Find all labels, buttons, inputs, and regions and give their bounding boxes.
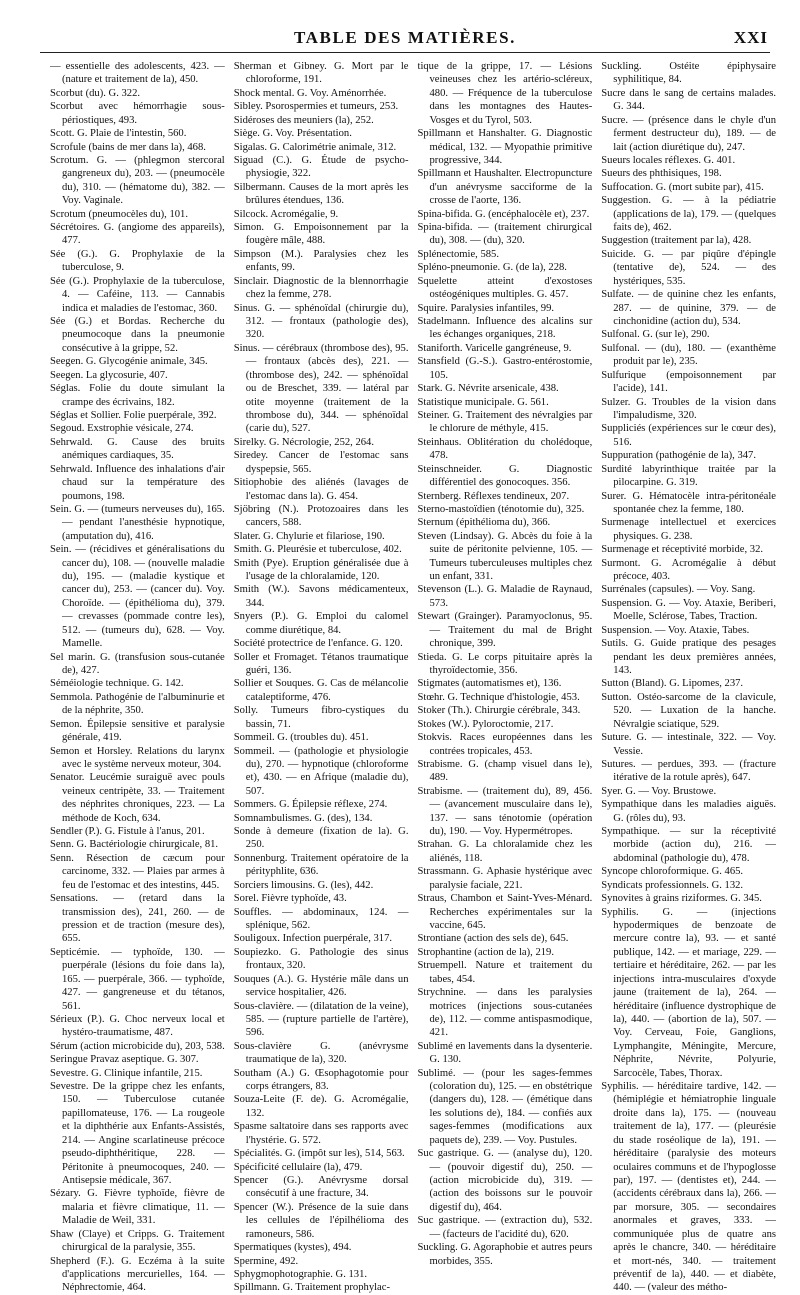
index-entry: Sidéroses des meuniers (la), 252.	[233, 114, 374, 126]
index-entry: Surdité labyrinthique traitée par la pilocarpine. G. 319.	[601, 463, 776, 489]
index-entry: Scrofule (bains de mer dans la), 468.	[50, 141, 206, 153]
index-entry: Stevenson (L.). G. Maladie de Raynaud, 573.	[417, 584, 593, 609]
index-entry: Shock mental. G. Voy. Aménorrhée.	[233, 87, 387, 99]
index-entry: Simpson (M.). Paralysies chez les enfants, 99.	[233, 248, 409, 274]
index-entry: Sigalas. G. Calorimétrie animale, 312.	[233, 141, 397, 153]
page-number: XXI	[733, 28, 768, 47]
index-entry: Suggestion. G. — à la pédiatrie (applications de la), 179. — (quelques faits de), 462.	[601, 195, 776, 234]
index-entry: Surmenage et réceptivité morbide, 32.	[601, 544, 764, 556]
index-entry: Sirelky. G. Nécrologie, 252, 264.	[233, 436, 374, 448]
index-entry: Stokvis. Races européennes dans les contrées tropicales, 453.	[417, 732, 593, 757]
index-entry: Surrénales (capsules). — Voy. Sang.	[601, 584, 756, 596]
index-entry: Stansfield (G.-S.). Gastro-entérostomie, 105.	[417, 356, 593, 381]
index-entry: Stadelmann. Influence des alcalins sur les échanges organiques, 218.	[417, 316, 593, 341]
index-entry: Scrotum (pneumocèles du), 101.	[50, 208, 188, 220]
index-entry: Sutton. Ostéo-sarcome de la clavicule, 520. — Luxation de la hanche. Névralgie sciatique, 529.	[601, 691, 776, 730]
index-entry: Spillmann et Haushalter. Electropuncture d'un anévrysme sacciforme de la crosse de l'aorte, 136.	[417, 168, 593, 207]
index-entry: Sulzer. G. Troubles de la vision dans l'impaludisme, 320.	[601, 396, 776, 421]
index-entry: Sinus. — cérébraux (thrombose des), 95. — frontaux (abcès des), 221. — (thrombose des), 242. — sphénoïdal ou de Breschet, 339. — latéral par otite moyenne (traitement de la thrombose du), 344. — sphénoïdal (carie du), 527.	[233, 342, 409, 435]
index-entry: Smith (W.). Savons médicamenteux, 344.	[233, 584, 409, 609]
index-entry: Suckling. Ostéite épiphysaire syphilitique, 84.	[601, 61, 776, 86]
index-entry: Straus, Chambon et Saint-Yves-Ménard. Recherches expérimentales sur la vaccine, 645.	[417, 893, 593, 931]
index-entry: Senator. Leucémie suraiguë avec pouls veineux centripète, 33. — Traitement des néphrites chroniques, 223. — La méthode de Koch, 634.	[50, 772, 225, 824]
index-entry: Sorel. Fièvre typhoïde, 43.	[233, 893, 347, 905]
index-entry: Sibley. Psorospermies et tumeurs, 253.	[233, 101, 399, 113]
index-entry: Sympathique. — sur la réceptivité morbide (action du), 216. — abdominal (pathologie du), 478.	[601, 826, 776, 864]
index-entry: Smith (Pye). Eruption généralisée due à l'usage de la chloralamide, 120.	[233, 557, 409, 583]
index-entry: Sée (G.). G. Prophylaxie de la tuberculose, 9.	[50, 248, 225, 274]
entry-list	[601, 60, 776, 1295]
index-entry: Sucre dans le sang de certains malades. G. 344.	[601, 87, 776, 113]
index-entry: Surer. G. Hématocèle intra-péritonéale spontanée chez la femme, 180.	[601, 490, 776, 515]
index-entry: Silbermann. Causes de la mort après les brûlures étendues, 136.	[233, 181, 409, 207]
index-entry: Spléno-pneumonie. G. (de la), 228.	[417, 262, 567, 274]
index-column-1	[50, 60, 225, 1294]
index-entry: Strassmann. G. Aphasie hystérique avec paralysie faciale, 221.	[417, 866, 593, 891]
index-entry: Steiner. G. Traitement des névralgies par le chlorure de méthyle, 415.	[417, 409, 593, 435]
index-entry: Somnambulismes. G. (des), 134.	[233, 812, 373, 824]
index-entry: Sehrwald. Influence des inhalations d'air chaud sur la température des poumons, 198.	[50, 463, 225, 502]
index-entry: Sternum (épithélioma du), 366.	[417, 517, 551, 529]
index-entry: Sel marin. G. (transfusion sous-cutanée de), 427.	[50, 651, 225, 676]
index-entry: Sommeil. G. (troubles du). 451.	[233, 732, 369, 744]
index-entry: Sensations. — (retard dans la transmission des), 241, 260. — de pression et de traction (mesure des), 655.	[50, 893, 225, 945]
index-entry: Spina-bifida. G. (encéphalocèle et), 237.	[417, 208, 590, 220]
index-entry: Souques (A.). G. Hystérie mâle dans un service hospitalier, 426.	[233, 973, 409, 999]
index-entry: Sérum (action microbicide du), 203, 538.	[50, 1040, 225, 1052]
index-entry: Senn. Résection de cæcum pour carcinome, 332. — Plaies par armes à feu de l'estomac et des intestins, 445.	[50, 852, 225, 891]
index-entry: Stieda. G. Le corps pituitaire après la thyroïdectomie, 356.	[417, 651, 593, 676]
index-entry: Silcock. Acromégalie, 9.	[233, 208, 339, 220]
index-entry: Sous-clavière G. (anévrysme traumatique de la), 320.	[233, 1040, 409, 1066]
page-header	[40, 22, 770, 53]
index-entry: Strontiane (action des sels de), 645.	[417, 933, 569, 945]
index-entry: Splénectomie, 585.	[417, 248, 499, 260]
index-entry: Sehrwald. G. Cause des bruits anémiques cardiaques, 35.	[50, 436, 225, 462]
index-entry: Slater. G. Chylurie et filariose, 190.	[233, 530, 385, 542]
index-entry: Suspension. — Voy. Ataxie, Tabes.	[601, 624, 750, 636]
index-entry: Spencer (W.). Présence de la suie dans les cellules de l'épilhélioma des ramoneurs, 586.	[233, 1201, 409, 1240]
index-entry: Sein. G. — (tumeurs nerveuses du), 165. — pendant l'anesthésie hypnotique, (amputation du), 416.	[50, 503, 225, 542]
index-entry: Suicide. G. — par piqûre d'épingle (tentative de), 524. — des hystériques, 535.	[601, 248, 776, 287]
index-entry: Souffles. — abdominaux, 124. — splénique, 562.	[233, 906, 409, 931]
index-entry: Semmola. Pathogénie de l'albuminurie et de la néphrite, 350.	[50, 691, 225, 717]
index-entry: Sphygmophotographie. G. 131.	[233, 1268, 368, 1280]
index-entry: Sueurs locales réflexes. G. 401.	[601, 154, 736, 166]
index-entry: Syer. G. — Voy. Brustowe.	[601, 785, 717, 797]
index-columns	[50, 60, 776, 1294]
index-entry: Spencer (G.). Anévrysme dorsal consécutif à une fracture, 34.	[233, 1175, 409, 1200]
index-entry: Sommers. G. Épilepsie réflexe, 274.	[233, 799, 388, 811]
entry-list	[418, 60, 593, 1268]
index-entry: Surmenage intellectuel et exercices physiques. G. 238.	[601, 517, 776, 542]
index-entry: Stœhr. G. Technique d'histologie, 453.	[417, 691, 580, 703]
index-entry: Séglas et Sollier. Folie puerpérale, 392.	[50, 409, 217, 421]
index-entry: Sjöbring (N.). Protozoaires dans les cancers, 588.	[233, 503, 409, 529]
index-entry: Siège. G. Voy. Présentation.	[233, 128, 352, 140]
index-entry: Suture. G. — intestinale, 322. — Voy. Vessie.	[601, 732, 776, 757]
index-entry: Sendler (P.). G. Fistule à l'anus, 201.	[50, 826, 205, 838]
index-entry: Sézary. G. Fièvre typhoïde, fièvre de malaria et fièvre climatique, 11. — Maladie de Weil, 331.	[50, 1188, 225, 1227]
index-entry: Stigmates (automatismes et), 136.	[417, 678, 562, 690]
index-entry: Souligoux. Infection puerpérale, 317.	[233, 933, 393, 945]
index-entry: Sevestre. G. Clinique infantile, 215.	[50, 1067, 203, 1079]
index-entry: Stokes (W.). Pyloroctomie, 217.	[417, 718, 554, 730]
index-entry: Soller et Fromaget. Tétanos traumatique guéri, 136.	[233, 651, 409, 676]
index-entry: Sulfurique (empoisonnement par l'acide), 141.	[601, 369, 776, 395]
index-entry: Suppuration (pathogénie de la), 347.	[601, 450, 756, 462]
index-entry: Sorciers limousins. G. (les), 442.	[233, 879, 374, 891]
index-entry: Semon et Horsley. Relations du larynx avec le système nerveux moteur, 304.	[50, 745, 225, 770]
index-entry: Sonnenburg. Traitement opératoire de la pérityphlite, 636.	[233, 852, 409, 878]
index-entry: Spasme saltatoire dans ses rapports avec l'hystérie. G. 572.	[233, 1121, 409, 1146]
index-entry: Scorbut (du). G. 322.	[50, 87, 141, 99]
index-entry: Strabisme. — (traitement du), 89, 456. — (avancement musculaire dans le), 137. — sans ténotomie (opération du), 190. — Voy. Hypermétropes.	[417, 785, 593, 838]
index-entry: Seegen. G. Glycogénie animale, 345.	[50, 356, 208, 368]
index-entry: Soupiezko. G. Pathologie des sinus frontaux, 320.	[233, 946, 409, 972]
index-entry: Simon. G. Empoisonnement par la fougère mâle, 488.	[233, 222, 409, 247]
index-entry: Sucre. — (présence dans le chyle d'un ferment destructeur du), 189. — de lait (action diurétique du), 247.	[601, 114, 776, 153]
index-entry: Stark. G. Névrite arsenicale, 438.	[417, 383, 559, 395]
index-entry: Suckling. G. Agoraphobie et autres peurs morbides, 355.	[417, 1242, 593, 1267]
index-entry: Sulfonal. G. (sur le), 290.	[601, 329, 710, 341]
index-entry: Steinhaus. Oblitération du cholédoque, 478.	[417, 436, 593, 462]
index-entry: Sollier et Souques. G. Cas de mélancolie cataleptiforme, 476.	[233, 678, 409, 703]
index-entry: Shepherd (F.). G. Eczéma à la suite d'applications mercurielles, 164. — Néphrectomie, 464.	[50, 1255, 225, 1294]
index-entry: Syndicats professionnels. G. 132.	[601, 879, 744, 891]
index-entry: Staniforth. Varicelle gangréneuse, 9.	[417, 342, 572, 354]
index-entry: Strabisme. G. (champ visuel dans le), 489.	[417, 758, 593, 784]
index-entry: Sinus. G. — sphénoïdal (chirurgie du), 312. — frontaux (pathologie des), 320.	[233, 302, 409, 341]
index-entry: Suggestion (traitement par la), 428.	[601, 235, 752, 247]
index-column-2	[233, 60, 409, 1294]
index-entry: Sulfonal. — (du), 180. — (exanthème produit par le), 235.	[601, 342, 776, 368]
index-column-4	[601, 60, 776, 1294]
index-entry: Scrotum. G. — (phlegmon stercoral gangreneux du), 203. — (pneumocèle du), 310. — (hématome du), 382. — Voy. Vaginale.	[50, 154, 225, 207]
index-entry: Statistique municipale. G. 561.	[417, 396, 549, 408]
index-entry: Sherman et Gibney. G. Mort par le chloroforme, 191.	[233, 61, 409, 86]
index-entry: Sulfate. — de quinine chez les enfants, 287. — de quinine, 379. — de cinchonidine (action du), 534.	[601, 289, 776, 328]
index-entry: Syncope chloroformique. G. 465.	[601, 866, 744, 878]
index-entry: Spina-bifida. — (traitement chirurgical du), 308. — (du), 320.	[417, 222, 593, 247]
index-entry: Sutils. G. Guide pratique des pesages pendant les deux premières années, 143.	[601, 638, 776, 676]
index-entry: Senn. G. Bactériologie chirurgicale, 81.	[50, 839, 219, 851]
index-entry: Seringue Pravaz aseptique. G. 307.	[50, 1054, 199, 1066]
index-entry: Syphilis. — héréditaire tardive, 142. — (hémiplégie et hémiatrophie linguale droite dans la), 175. — (nouveau traitement de la), 177. — (pleurésie du stade roséolique de la), 191. — héréditaire (paralysie des moteurs oculaires communs et de l'hypoglosse par), 197. — (dentistes et), 244. — (accidents cérébraux dans la), 266. — par morsure, 305. — secondaires anormales et graves, 333. — communiquée plus de quatre ans après le chancre, 340. — héréditaire et mort-nés, 340. — traitement préventif de la), 440. — et diabète, 440. — (valeur des métho-	[601, 1081, 776, 1294]
index-entry: Suc gastrique. G. — (analyse du), 120. — (pouvoir digestif du), 250. — (action microbicide du), 319. — (action des boissons sur le pouvoir digestif du), 464.	[417, 1148, 593, 1213]
index-entry: Sutton (Bland). G. Lipomes, 237.	[601, 678, 744, 690]
index-entry: Septicémie. — typhoïde, 130. — puerpérale (lésions du foie dans la), 165. — puerpérale, 366. — typhoïde, 427. — gangreneuse et du tétanos, 561.	[50, 946, 225, 1012]
entry-list	[234, 60, 409, 1295]
index-entry: Struempell. Nature et traitement du tabes, 454.	[417, 960, 593, 985]
index-entry: Sinclair. Diagnostic de la blennorrhagie chez la femme, 278.	[233, 275, 409, 301]
index-entry: Spillmann. G. Traitement prophylac-	[233, 1282, 390, 1294]
index-entry: Séglas. Folie du doute simulant la crampe des écrivains, 182.	[50, 383, 225, 408]
index-entry: Spécificité cellulaire (la), 479.	[233, 1161, 363, 1173]
index-entry: Steinschneider. G. Diagnostic différentiel des gonocoques. 356.	[417, 463, 593, 489]
index-entry: Spermatiques (kystes), 494.	[233, 1242, 352, 1254]
index-entry: Southam (A.) G. Œsophagotomie pour corps étrangers, 83.	[233, 1067, 409, 1093]
index-entry: Suc gastrique. — (extraction du), 532. — (facteurs de l'acidité du), 620.	[417, 1215, 593, 1240]
index-entry: Stewart (Grainger). Paramyoclonus, 95. — Traitement du mal de Bright chronique, 399.	[417, 611, 593, 650]
index-entry: Snyers (P.). G. Emploi du calomel comme diurétique, 84.	[233, 611, 409, 636]
index-entry: Squelette atteint d'exostoses ostéogéniques multiples. G. 457.	[417, 275, 593, 301]
index-entry: Steven (Lindsay). G. Abcès du foie à la suite de péritonite pelvienne, 105. — Tumeurs tuberculeuses multiples chez un enfant, 331.	[417, 530, 593, 583]
index-entry: Sécrétoires. G. (angiome des appareils), 477.	[50, 222, 225, 247]
index-entry: — essentielle des adolescents, 423. — (nature et traitement de la), 450.	[50, 61, 225, 86]
index-entry: Suffocation. G. (mort subite par), 415.	[601, 181, 764, 193]
index-entry: Sueurs des phthisiques, 198.	[601, 168, 722, 180]
index-entry: Strophantine (action de la), 219.	[417, 946, 555, 958]
index-column-3	[417, 60, 593, 1267]
index-entry: Siguad (C.). G. Étude de psycho-physiogie, 322.	[233, 154, 409, 180]
index-entry: Squire. Paralysies infantiles, 99.	[417, 302, 555, 314]
index-entry: Sitiophobie des aliénés (lavages de l'estomac dans la). G. 454.	[233, 477, 409, 502]
index-entry: Stoker (Th.). Chirurgie cérébrale, 343.	[417, 705, 581, 717]
index-entry: Suppliciés (expériences sur le cœur des), 516.	[601, 423, 776, 448]
index-entry: Sein. — (récidives et généralisations du cancer du), 108. — (nouvelle maladie du), 195. — (maladie kystique et cancer du), 253. — (cancer du). Voy. Choroïde. — (épithélioma du), 379. — crevasses (pommade contre les), 512. — (tumeurs du), 628. — Voy. Mamelle.	[50, 544, 225, 650]
index-entry: Sous-clavière. — (dilatation de la veine), 585. — (rupture partielle de l'artère), 596.	[233, 1000, 409, 1039]
index-entry: Solly. Tumeurs fibro-cystiques du bassin, 71.	[233, 705, 409, 730]
index-entry: Siredey. Cancer de l'estomac sans dyspepsie, 565.	[233, 450, 409, 475]
index-entry: Scorbut avec hémorrhagie sous-périostiques, 493.	[50, 101, 225, 126]
index-entry: Société protectrice de l'enfance. G. 120.	[233, 638, 403, 650]
index-entry: Sée (G.). Prophylaxie de la tuberculose, 4. — Caféine, 113. — Cannabis indica et maladies de l'estomac, 360.	[50, 275, 225, 314]
index-entry: Spermine, 492.	[233, 1255, 299, 1267]
entry-list	[50, 60, 225, 1295]
index-entry: Sublimé. — (pour les sages-femmes (coloration du), 125. — en obstétrique (dangers du), 128. — (émétique dans les solutions de), 184. — confiés aux sages-femmes (modifications aux paquets de), 239. — Voy. Pustules.	[417, 1067, 593, 1146]
index-entry: Strahan. G. La chloralamide chez les aliénés, 118.	[417, 839, 593, 864]
index-entry: Suspension. G. — Voy. Ataxie, Beriberi, Moelle, Sclérose, Tabes, Traction.	[601, 597, 776, 623]
index-entry: Seegen. La glycosurie, 407.	[50, 369, 168, 381]
index-entry: Sommeil. — (pathologie et physiologie du), 270. — hypnotique (chloroforme et), 430. — en Afrique (maladie du), 507.	[233, 745, 409, 797]
index-entry: Segoud. Exstrophie vésicale, 274.	[50, 423, 194, 435]
index-entry: Surmont. G. Acromégalie à début précoce, 403.	[601, 557, 776, 583]
page-title: TABLE DES MATIÈRES.	[293, 28, 516, 47]
index-entry: tique de la grippe, 17. — Lésions veineuses chez les artério-scléreux, 480. — Fréquence de la tuberculose dans les montagnes des Hautes-Vosges et du Tyrol, 503.	[417, 61, 593, 126]
index-entry: Souza-Leite (F. de). G. Acromégalie, 132.	[233, 1094, 409, 1119]
index-entry: Sternberg. Réflexes tendineux, 207.	[417, 490, 570, 502]
index-entry: Sterno-mastoïdien (ténotomie du), 325.	[417, 503, 585, 515]
index-entry: Shaw (Claye) et Cripps. G. Traitement chirurgical de la paralysie, 355.	[50, 1228, 225, 1254]
index-entry: Sérieux (P.). G. Choc nerveux local et hystéro-traumatisme, 487.	[50, 1013, 225, 1039]
index-entry: Syphilis. G. — (injections hypodermiques de benzoate de mercure contre la), 93. — et santé publique, 142. — et mariage, 229. — tertiaire et héréditaire, 262. — par les injections intra-musculaires d'oxyde jaune (traitement de la), 264. — héréditaire (influence dystrophique de la), 440. — (abortion de la), 507. — Voy. Cerveau, Foie, Ganglions, Lymphangite, Méningite, Mercure, Néphrite, Névrite, Polyurie, Sarcocèle, Tabes, Thorax.	[601, 906, 776, 1079]
index-entry: Sutures. — perdues, 393. — (fracture itérative de la rotule après), 647.	[601, 758, 776, 784]
index-entry: Spécialités. G. (impôt sur les), 514, 563.	[233, 1148, 405, 1160]
index-entry: Sympathique dans les maladies aiguës. G. (rôles du), 93.	[601, 799, 776, 824]
index-entry: Sevestre. De la grippe chez les enfants, 150. — Tuberculose cutanée papillomateuse, 176. — La rougeole et la diphthérie aux Enfants-Assistés, 214. — Angine scarlatineuse précoce pseudo-diphthéritique, 228. — Péritonite à pneumocoques, 240. — Antisepsie médicale, 367.	[50, 1081, 225, 1187]
index-entry: Scott. G. Plaie de l'intestin, 560.	[50, 128, 187, 140]
index-entry: Strychnine. — dans les paralysies motrices (injections sous-cutanées de), 112. — comme antispasmodique, 421.	[417, 987, 593, 1039]
index-entry: Semon. Épilepsie sensitive et paralysie générale, 419.	[50, 718, 225, 744]
index-entry: Sée (G.) et Bordas. Recherche du pneumocoque dans la pneumonie consécutive à la grippe, 52.	[50, 316, 225, 354]
index-entry: Sonde à demeure (fixation de la). G. 250.	[233, 826, 409, 851]
index-entry: Spillmann et Hanshalter. G. Diagnostic médical, 132. — Myopathie primitive progressive, 344.	[417, 128, 593, 166]
index-entry: Smith. G. Pleurésie et tuberculose, 402.	[233, 544, 402, 556]
index-entry: Sublimé en lavements dans la dysenterie. G. 130.	[417, 1040, 593, 1066]
index-entry: Séméiologie technique. G. 142.	[50, 678, 184, 690]
index-entry: Synovites à grains riziformes. G. 345.	[601, 893, 762, 905]
